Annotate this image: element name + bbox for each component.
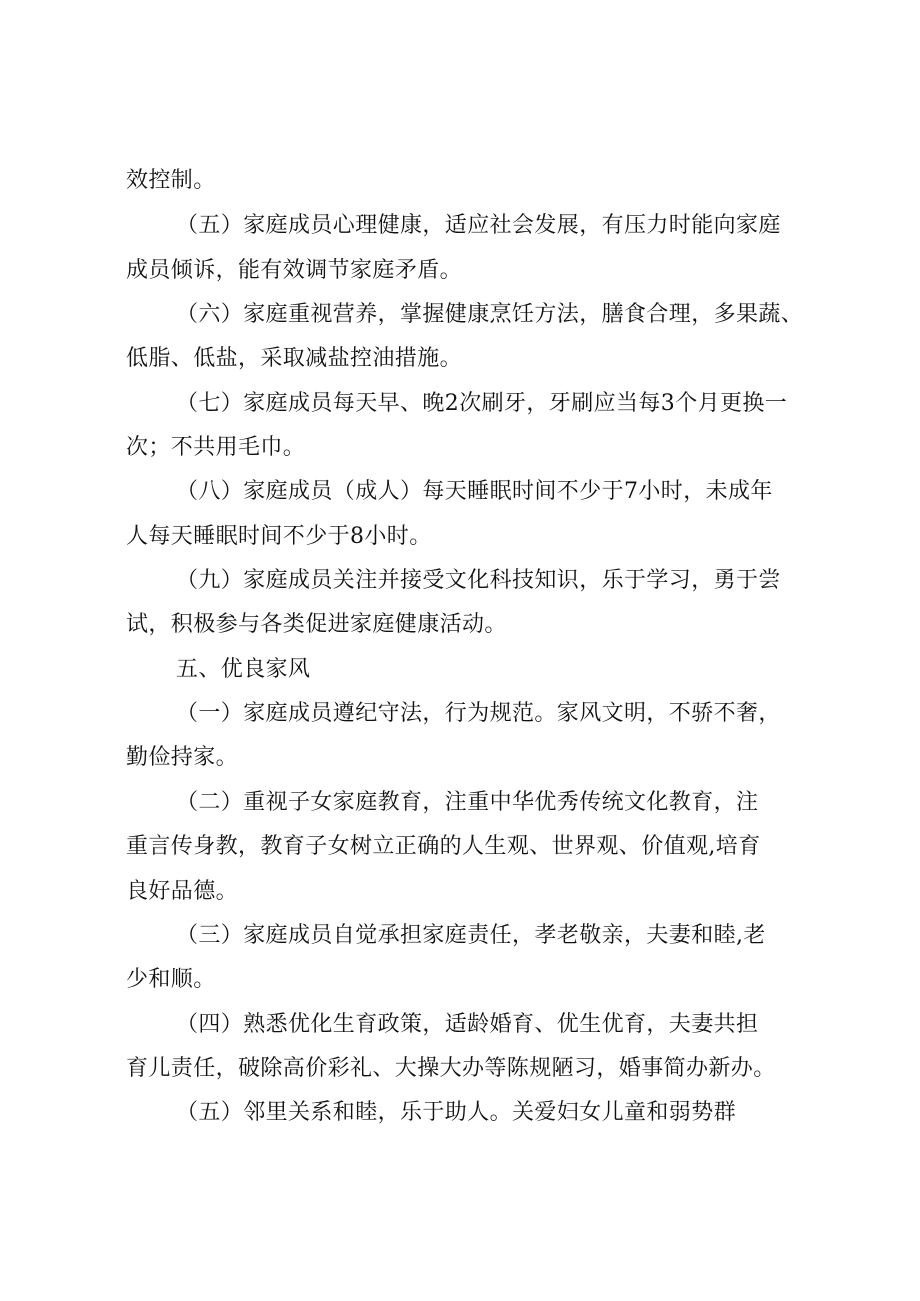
- text-line: 勤俭持家。: [126, 745, 239, 770]
- text-line: 重言传身教，教育子女树立正确的人生观、世界观、价值观,培育: [126, 834, 761, 859]
- text-line: 育儿责任，破除高价彩礼、大操大办等陈规陋习，婚事简办新办。: [126, 1056, 776, 1081]
- text-line: 少和顺。: [126, 967, 216, 992]
- text-line: （二）重视子女家庭教育，注重中华优秀传统文化教育，注: [176, 790, 759, 815]
- text-line: （八）家庭成员（成人）每天睡眠时间不少于7小时，未成年: [176, 479, 773, 504]
- text-line: 效控制。: [126, 168, 216, 193]
- text-line: 低脂、低盐，采取减盐控油措施。: [126, 346, 463, 371]
- text-line: （五）邻里关系和睦，乐于助人。关爱妇女儿童和弱势群: [176, 1100, 737, 1125]
- text-line: 人每天睡眠时间不少于8小时。: [126, 524, 432, 549]
- text-line: （三）家庭成员自觉承担家庭责任，孝老敬亲，夫妻和睦,老: [176, 923, 766, 948]
- text-line: （七）家庭成员每天早、晚2次刷牙，牙刷应当每3个月更换一: [176, 391, 788, 416]
- text-line: 成员倾诉，能有效调节家庭矛盾。: [126, 258, 463, 283]
- text-line: 试，积极参与各类促进家庭健康活动。: [126, 612, 507, 637]
- text-line: （五）家庭成员心理健康，适应社会发展，有压力时能向家庭: [176, 213, 781, 238]
- text-line: （六）家庭重视营养，掌握健康烹饪方法，膳食合理，多果蔬、: [176, 302, 804, 327]
- text-line: 良好品德。: [126, 879, 239, 904]
- text-line: （四）熟悉优化生育政策，适龄婚育、优生优育，夫妻共担: [176, 1012, 759, 1037]
- text-line: （一）家庭成员遵纪守法，行为规范。家风文明，不骄不奢，: [176, 701, 781, 726]
- section-heading: 五、优良家风: [176, 657, 311, 682]
- text-line: 次；不共用毛巾。: [126, 435, 306, 460]
- text-line: （九）家庭成员关注并接受文化科技知识，乐于学习，勇于尝: [176, 568, 781, 593]
